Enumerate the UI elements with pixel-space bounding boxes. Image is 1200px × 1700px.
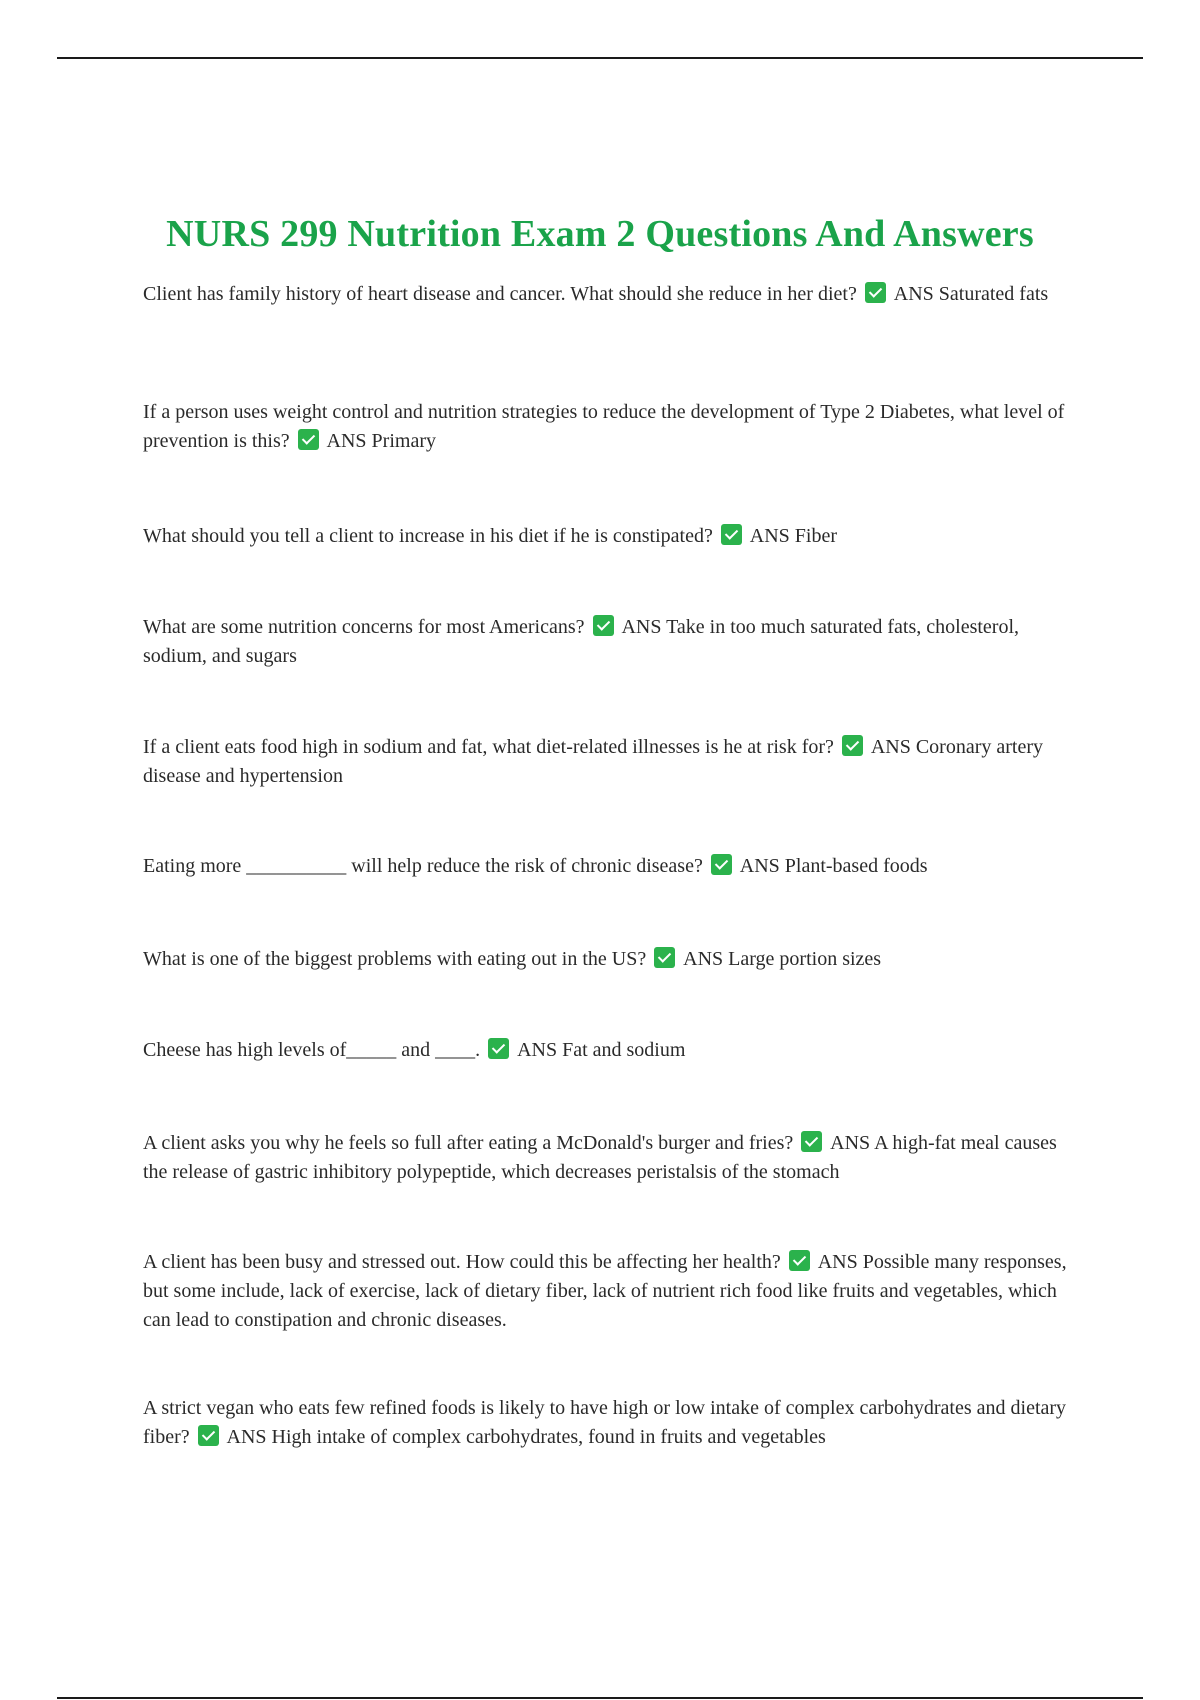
- bottom-rule: [57, 1697, 1143, 1699]
- answer-text: ANS Possible many responses, but some include, lack of exercise, lack of dietary fiber, lack of nutrient rich food like fruits and vegetables, which can lead to constipation and chronic diseases.: [143, 1251, 1067, 1331]
- answer-text: ANS Coronary artery disease and hypertension: [143, 736, 1044, 787]
- question-text: If a client eats food high in sodium and fat, what diet-related illnesses is he at risk for?: [143, 736, 834, 758]
- check-mark-icon: [711, 854, 732, 875]
- check-mark-icon: [298, 429, 319, 450]
- top-rule: [57, 57, 1143, 59]
- document-title: NURS 299 Nutrition Exam 2 Questions And Answers: [166, 213, 1034, 255]
- qa-item: [143, 852, 1073, 881]
- answer-text: ANS Plant-based foods: [739, 855, 928, 877]
- question-text: A client has been busy and stressed out. How could this be affecting her health?: [143, 1251, 781, 1273]
- check-mark-icon: [789, 1250, 810, 1271]
- answer-text: ANS Saturated fats: [893, 283, 1049, 305]
- question-text: A client asks you why he feels so full after eating a McDonald's burger and fries?: [143, 1132, 794, 1154]
- answer-text: ANS High intake of complex carbohydrates, found in fruits and vegetables: [226, 1426, 826, 1448]
- check-mark-icon: [198, 1425, 219, 1446]
- qa-item: [143, 1248, 1073, 1335]
- check-mark-icon: [721, 524, 742, 545]
- qa-item: [143, 1129, 1073, 1187]
- answer-text: ANS A high-fat meal causes the release of gastric inhibitory polypeptide, which decreases peristalsis of the stomach: [143, 1132, 1057, 1183]
- qa-item: [143, 280, 1073, 309]
- answer-text: ANS Take in too much saturated fats, cholesterol, sodium, and sugars: [143, 616, 1020, 667]
- answer-text: ANS Large portion sizes: [683, 948, 882, 970]
- question-text: What are some nutrition concerns for most Americans?: [143, 616, 585, 638]
- answer-text: ANS Primary: [326, 430, 436, 452]
- question-text: If a person uses weight control and nutrition strategies to reduce the development of Type 2 Diabetes, what level of prevention is this?: [143, 401, 1065, 452]
- question-text: A strict vegan who eats few refined foods is likely to have high or low intake of complex carbohydrates and dietary fiber?: [143, 1397, 1067, 1448]
- check-mark-icon: [801, 1131, 822, 1152]
- check-mark-icon: [593, 615, 614, 636]
- qa-item: [143, 1036, 1073, 1065]
- qa-item: [143, 398, 1073, 456]
- answer-text: ANS Fiber: [749, 525, 837, 547]
- qa-item: [143, 945, 1073, 974]
- check-mark-icon: [865, 282, 886, 303]
- question-text: Eating more __________ will help reduce the risk of chronic disease?: [143, 855, 703, 877]
- qa-item: [143, 613, 1073, 671]
- question-text: What should you tell a client to increase in his diet if he is constipated?: [143, 525, 713, 547]
- qa-item: [143, 522, 1073, 551]
- qa-item: [143, 1394, 1073, 1452]
- answer-text: ANS Fat and sodium: [517, 1039, 686, 1061]
- qa-item: [143, 733, 1073, 791]
- check-mark-icon: [488, 1038, 509, 1059]
- question-text: What is one of the biggest problems with eating out in the US?: [143, 948, 647, 970]
- question-text: Client has family history of heart disease and cancer. What should she reduce in her diet?: [143, 283, 857, 305]
- check-mark-icon: [654, 947, 675, 968]
- question-text: Cheese has high levels of_____ and ____.: [143, 1039, 481, 1061]
- check-mark-icon: [842, 735, 863, 756]
